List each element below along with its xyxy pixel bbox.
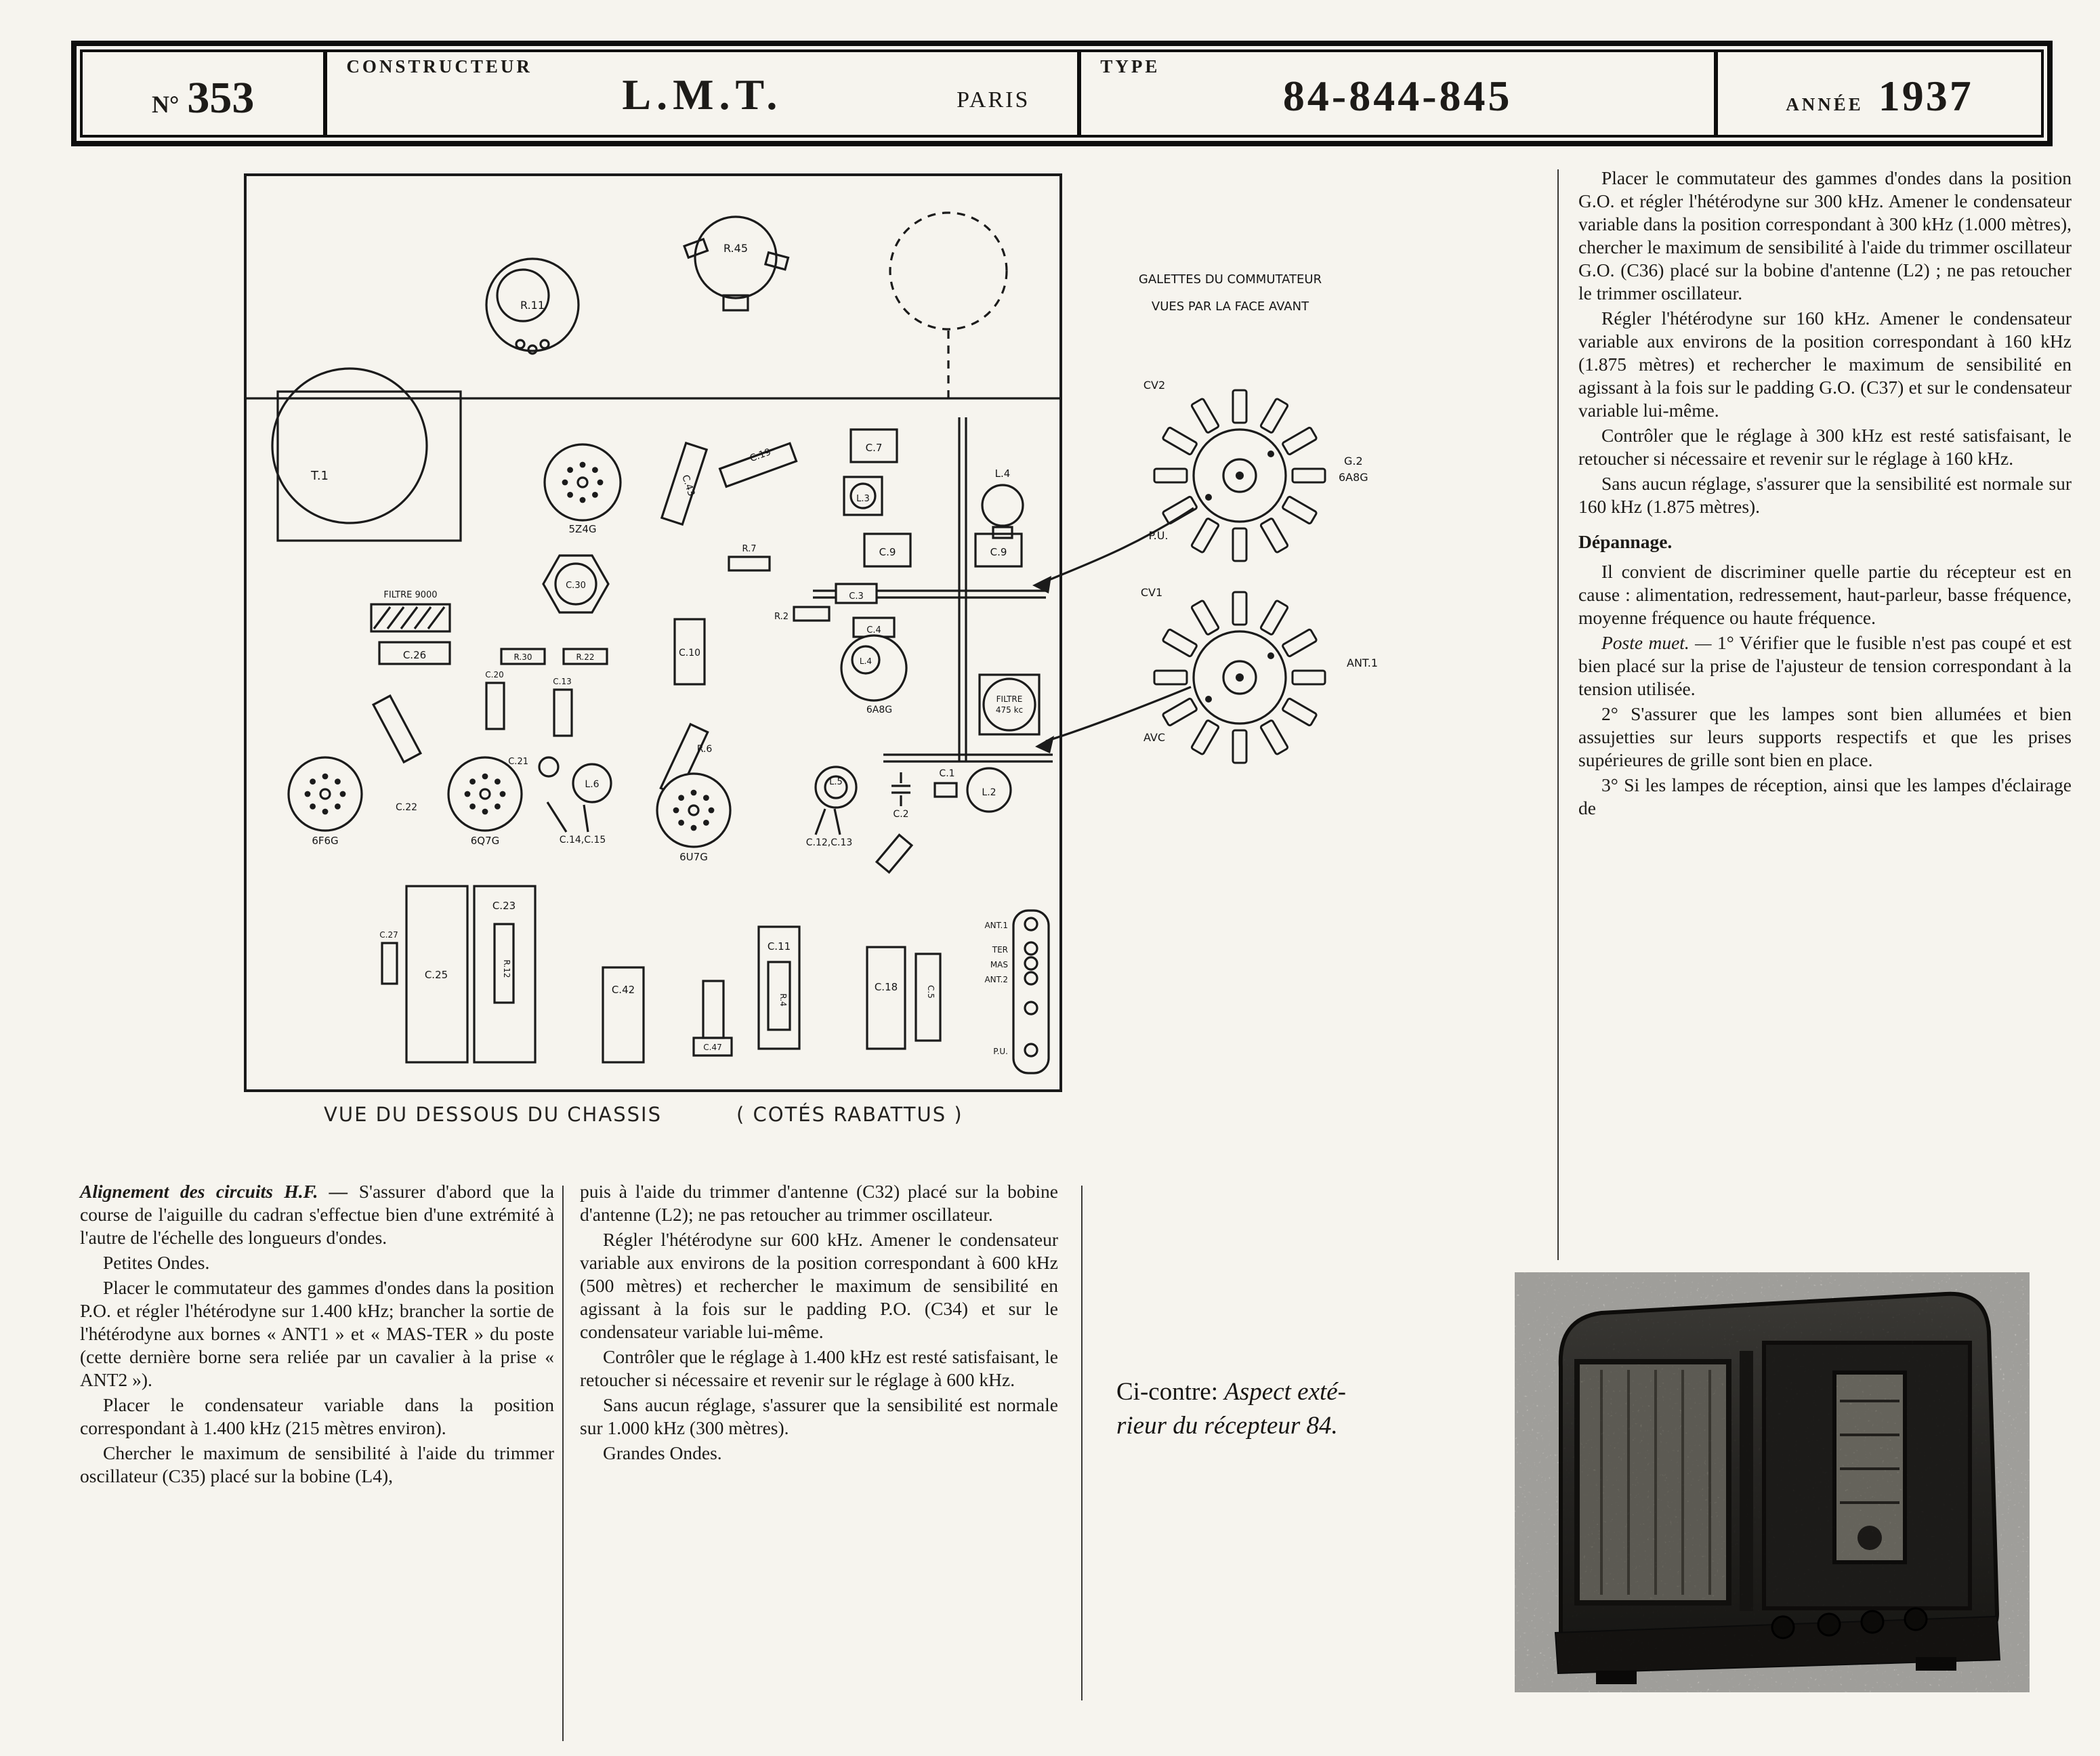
switch-wafer-spoke [1162,698,1198,726]
tube-pin [340,791,346,797]
component-label: C.25 [424,969,448,981]
component-label: C.30 [566,581,586,591]
tube-pin [678,820,684,826]
tube-pin [703,820,709,826]
terminal-strip [1013,911,1049,1073]
component-label: 6U7G [679,851,708,863]
chassis-diagram-svg [247,176,1059,1089]
component-label: AVC [1143,731,1166,744]
component-label: ANT.1 [984,921,1008,930]
component-label: R.12 [502,959,511,978]
coil-l4-top [982,485,1023,538]
illustration-caption [1116,1375,1455,1443]
component-label: C.47 [703,1043,722,1052]
component-label: 6F6G [312,835,339,847]
switch-wafer-spoke [1191,720,1219,755]
switch-wafer-spoke [1282,698,1318,726]
switch-wafer-spoke [1233,390,1246,423]
switch-wafer-spoke [1162,427,1198,455]
column-divider-right [1557,169,1559,1260]
paragraph-lead: Poste muet. — [1601,632,1717,653]
component-label: L.5 [829,777,843,787]
tube-pin [482,809,488,815]
tube-pin [562,480,568,486]
tube-pin [580,462,586,468]
component-label: VUES PAR LA FACE AVANT [1151,299,1309,314]
component-label: C.27 [379,930,398,940]
chassis-diagram [244,173,1062,1092]
switch-wafer-spoke [1293,671,1325,684]
paragraph: Sans aucun réglage, s'assurer que la sensibilité est normale sur 160 kHz (1.875 mètres). [1578,473,2072,517]
type-value: 84-844-845 [1282,72,1513,120]
tube-pin [703,795,709,801]
header-annee-cell [1718,52,2041,135]
component-label: P.U. [993,1047,1008,1056]
component-label: C.21 [508,757,528,767]
paragraph: Régler l'hétérodyne sur 600 kHz. Amener le condensateur variable aux environs de la position correspondant à 600 kHz (500 mètres) et rechercher le maximum de sensibilité en agissant à la fois sur le padding P.O. (C34) et sur le condensateur variable lui-même. [580,1229,1058,1342]
tube-pin [469,778,476,785]
transformer-t1 [272,369,461,541]
component-label: C.26 [402,649,427,661]
chassis-structure-lines [247,398,1059,761]
section-heading-alignement: Alignement des circuits H.F. — [80,1181,359,1202]
number-label: N° [151,91,180,118]
halftone-noise-overlay [1545,1283,2013,1684]
caption-lead: Ci-contre: [1116,1378,1225,1406]
component-label: L.4 [859,656,873,666]
component-label: R.11 [520,299,545,312]
diagram-caption [324,1103,1001,1126]
wafer-cv2 [1154,390,1325,561]
column-right [1578,167,2072,822]
column-middle [580,1180,1058,1467]
component-label: R.6 [696,744,713,755]
switch-wafer-spoke [1260,600,1288,635]
paragraph: Placer le commutateur des gammes d'ondes dans la position G.O. et régler l'hétérodyne sur 300 kHz. Amener le condensateur variable dans la position correspondant à 300 kHz (1.000 mètres), chercher le maximum de sensibilité à l'aide du trimmer oscillateur G.O. (C36) placé sur la bobine d'antenne (L2) ; ne pas retoucher le trimmer oscillateur. [1578,167,2072,304]
switch-wafer-spoke [1191,518,1219,553]
switch-wafer-spoke [1282,427,1318,455]
component-label: C.3 [849,591,864,602]
tube-pin [592,492,598,498]
paragraph: puis à l'aide du trimmer d'antenne (C32) placé sur la bobine d'antenne (L2); ne pas retoucher au trimmer oscillateur. [580,1181,1058,1225]
diagram-caption-note: ( COTÉS RABATTUS ) [736,1103,963,1126]
component-label: C.9 [990,546,1007,558]
tube-pin [310,803,316,810]
switch-wafer-spoke [1282,629,1318,656]
component-label: L.3 [856,494,870,504]
switch-wafer-spoke [1260,398,1288,434]
tube-pin [597,480,604,486]
section-heading-depannage: Dépannage. [1578,531,1673,552]
component-label: ANT.1 [1347,656,1379,669]
component-label: C.10 [678,648,701,658]
component-label: C.19 [748,446,773,465]
speaker-cutout-dashed [890,213,1007,398]
switch-wafer-spoke [1233,592,1246,625]
wafer-cv1 [1154,592,1325,763]
paragraph: Contrôler que le réglage à 1.400 kHz est resté satisfaisant, le retoucher si nécessaire et revenir sur le réglage à 600 kHz. [580,1346,1058,1390]
tube-5z4g [545,444,621,520]
component-label: 6A8G [866,705,893,715]
component-label: T.1 [310,469,329,483]
tube-pin [592,467,598,473]
switch-wafer-spoke [1282,496,1318,524]
component-label: 6A8G [1339,471,1368,484]
header-frame [71,41,2053,146]
column-left [80,1180,554,1490]
caption-line-2: rieur du récepteur 84. [1116,1412,1338,1440]
tube-pin [709,808,715,814]
header-type-cell [1081,52,1718,135]
component-label: 475 kc [995,705,1024,715]
component-label: G.2 [1344,455,1363,467]
paragraph-text: S'assurer d'abord que la course de l'aiguille du cadran s'effectue bien d'une extrémité à l'autre de l'échelle des longueurs d'ondes. [80,1181,554,1248]
component-label: C.13 [553,677,572,686]
tube-6a8g [841,635,906,701]
component-label: TER [992,945,1008,955]
component-label: C.43 [679,474,697,498]
paragraph: Chercher le maximum de sensibilité à l'aide du trimmer oscillateur (C35) placé sur la bobine (L4), [80,1442,554,1486]
component-label: C.5 [926,985,936,999]
component-label: C.23 [492,900,516,912]
tube-pin [500,791,506,797]
component-label: MAS [990,960,1008,969]
component-label: C.1 [939,768,955,779]
caption-line-1 [1116,1375,1455,1409]
paragraph: Sans aucun réglage, s'assurer que la sensibilité est normale sur 1.000 kHz (300 mètres). [580,1394,1058,1438]
component-label: C.7 [865,442,883,454]
annee-label: ANNÉE [1786,94,1864,114]
header-number-cell [83,52,327,135]
diagram-caption-main: VUE DU DESSOUS DU CHASSIS [324,1103,662,1126]
city-label: PARIS [957,87,1030,112]
switch-wafer-svg [1030,264,1463,827]
component-label: R.4 [778,993,788,1007]
component-label: C.22 [395,802,418,813]
paragraph: Il convient de discriminer quelle partie du récepteur est en cause : alimentation, redressement, haut-parleur, basse fréquence, moyenne fréquence ou haute fréquence. [1578,561,2072,628]
switch-wafer-spoke [1154,469,1187,482]
switch-wafer-spoke [1293,469,1325,482]
tube-pin [465,791,471,797]
component-label: R.7 [742,544,757,554]
switch-wafer-spoke [1162,629,1198,656]
header-constructeur-cell [327,52,1081,135]
paragraph: 3° Si les lampes de réception, ainsi que les lampes d'éclairage de [1578,774,2072,818]
radio-illustration-svg [1515,1272,2030,1692]
paragraph: Régler l'hétérodyne sur 160 kHz. Amener le condensateur variable aux environs de la position correspondant à 160 kHz (1.875 mètres) et rechercher le maximum de sensibilité en agissant à la fois sur le padding G.O. (C37) et sur le condensateur variable lui-même. [1578,308,2072,421]
paragraph: Placer le condensateur variable dans la position correspondant à 1.400 kHz (215 mètres environ). [80,1394,554,1438]
paragraph [1578,631,2072,701]
switch-wafer-spoke [1191,600,1219,635]
tube-pin [322,774,329,780]
tube-pin [691,825,697,831]
component-label: CV2 [1143,379,1166,392]
component-label: R.2 [774,612,789,622]
switch-wafer-spoke [1260,518,1288,553]
column-divider-b [1081,1186,1083,1700]
switch-wafer-spoke [1260,720,1288,755]
tube-pin [567,492,573,498]
tube-pin [305,791,311,797]
tube-pin [322,809,329,815]
paragraph-text: 1° Vérifier que le fusible n'est pas coupé et est bien placé sur la prise de l'ajusteur de tension correspondant à la tension utilisée. [1578,632,2072,699]
component-label: R.45 [723,242,748,255]
component-label: C.42 [611,984,635,996]
column-divider-a [562,1186,564,1741]
tube-key [578,478,587,487]
component-label: FILTRE 9000 [383,590,438,600]
component-label: L.2 [982,787,996,798]
paragraph: Contrôler que le réglage à 300 kHz est resté satisfaisant, le retoucher si nécessaire et revenir sur le réglage à 160 kHz. [1578,425,2072,469]
component-label: C.20 [485,670,504,680]
sheet-number: 353 [187,73,255,123]
component-label: L.4 [994,467,1011,480]
tube-pin [469,803,476,810]
paragraph: Placer le commutateur des gammes d'ondes dans la position P.O. et régler l'hétérodyne sur 1.400 kHz; brancher la sortie de l'hétérodyne aux bornes « ANT1 » et « MAS-TER » du poste (cette dernière borne sera reliée par un cavalier à la prise « ANT2 »). [80,1277,554,1390]
component-label: R.22 [576,652,595,662]
caption-italic-1: Aspect exté- [1224,1378,1347,1406]
component-label: R.30 [513,652,532,662]
paragraph [80,1180,554,1249]
type-label: TYPE [1100,56,1160,77]
bottom-components [382,886,940,1062]
switch-wafer-spoke [1233,528,1246,561]
paragraph: Petites Ondes. [103,1252,210,1273]
component-label: C.9 [879,546,896,558]
component-label: C.11 [767,940,791,953]
tube-pin [580,497,586,503]
tube-pin [567,467,573,473]
brand-name: L.M.T. [622,70,783,119]
component-label: GALETTES DU COMMUTATEUR [1138,272,1322,287]
tube-pin [691,790,697,796]
component-label: FILTRE [996,694,1023,704]
switch-wafer-spoke [1233,730,1246,763]
tube-pin [335,803,341,810]
component-label: C.4 [866,625,881,635]
component-label: C.12,C.13 [805,837,853,848]
header-inner-frame [80,49,2044,138]
switch-wafer-spoke [1154,671,1187,684]
component-label: P.U. [1148,529,1169,542]
component-label: 5Z4G [568,523,597,535]
tube-pin [482,774,488,780]
component-label: CV1 [1140,586,1163,599]
component-label: ANT.2 [984,975,1008,984]
switch-wafer-spoke [1191,398,1219,434]
tube-pin [495,778,501,785]
switch-wafer-panel [1030,264,1463,827]
tube-pin [335,778,341,785]
component-label: 6Q7G [470,835,500,847]
tube-pin [495,803,501,810]
annee-value: 1937 [1878,72,1973,120]
paragraph: Grandes Ondes. [603,1442,722,1463]
constructeur-label: CONSTRUCTEUR [346,56,532,77]
component-label: L.6 [585,779,600,790]
tube-pin [673,808,679,814]
component-label: C.14,C.15 [559,835,606,845]
tube-pin [678,795,684,801]
radio-illustration [1515,1272,2030,1692]
tube-r45 [684,217,788,310]
paragraph: 2° S'assurer que les lampes sont bien allumées et bien assujetties sur leurs supports respectifs et que les prises supérieures de grille sont bien en place. [1578,703,2072,770]
component-label: C.2 [893,809,909,820]
component-label: C.18 [874,981,898,993]
tube-pin [310,778,316,785]
